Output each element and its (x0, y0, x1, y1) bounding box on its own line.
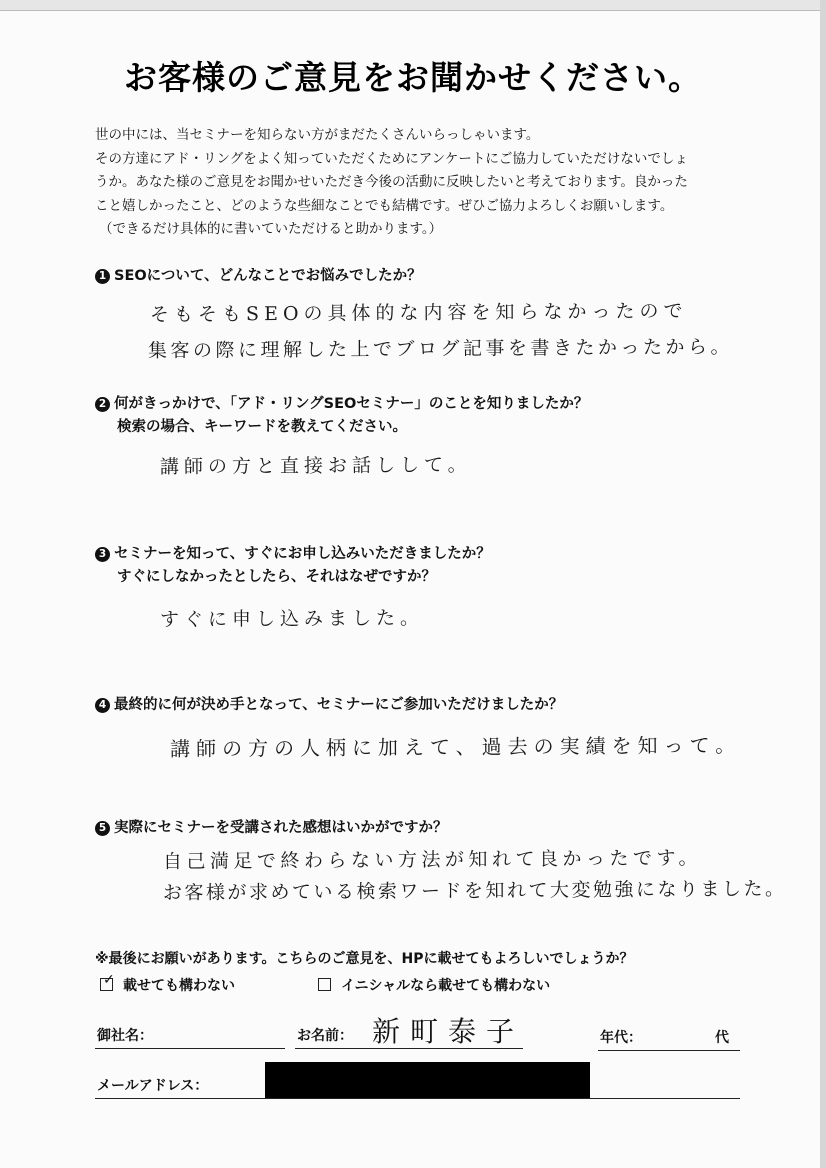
question-text: 最終的に何が決め手となって、セミナーにご参加いただけましたか？ (114, 697, 564, 713)
answer-1-line-1: そもそもSEOの具体的な内容を知らなかったので (149, 300, 688, 326)
question-text: SEOについて、どんなことでお悩みでしたか？ (114, 268, 422, 284)
option-label: イニシャルなら載せても構わない (341, 978, 551, 994)
page-title: お客様のご意見をお聞かせください。 (124, 58, 702, 97)
intro-line: うか。あなた様のご意見をお聞かせいただき今後の活動に反映したいと考えております。良かった (95, 174, 688, 190)
intro-line: （できるだけ具体的に書いていただけると助かります。） (99, 221, 443, 237)
question-number: 4 (95, 698, 110, 713)
intro-line: こと嬉しかったこと、どのような些細なことでも結構です。ぜひご協力よろしくお願いします。 (95, 197, 674, 214)
answer-2-line-1: 講師の方と直接お話しして。 (159, 453, 472, 479)
name-underline (295, 1048, 523, 1049)
answer-1-line-2: 集客の際に理解した上でブログ記事を書きたかったから。 (147, 335, 734, 363)
question-number: 3 (95, 547, 110, 562)
age-suffix: 代 (715, 1030, 729, 1046)
checkbox-checked-icon[interactable] (100, 972, 115, 991)
question-number: 1 (95, 269, 110, 284)
option-label: 載せても構わない (123, 978, 235, 994)
name-handwritten: 新町泰子 (372, 1015, 525, 1048)
age-label: 年代： (600, 1030, 642, 1046)
question-3 (95, 543, 491, 589)
question-4 (95, 694, 563, 717)
consent-note: ※最後にお願いがあります。こちらのご意見を、HPに載せてもよろしいでしょうか？ (95, 951, 634, 967)
scan-edge-right (820, 0, 826, 1168)
question-text: セミナーを知って、すぐにお申し込みいただきましたか？ (114, 546, 491, 562)
company-underline (95, 1048, 285, 1049)
answer-5-line-2: お客様が求めている検索ワードを知れて大変勉強になりました。 (162, 877, 787, 905)
intro-line: 世の中には、当セミナーを知らない方がまだたくさんいらっしゃいます。 (95, 127, 540, 143)
consent-option-publish[interactable] (100, 972, 235, 995)
answer-5-line-1: 自己満足で終わらない方法が知れて良かったです。 (162, 847, 703, 873)
question-1 (95, 265, 422, 288)
question-text: 何がきっかけで、「アド・リングSEOセミナー」のことを知りましたか？ (114, 396, 589, 412)
company-label: 御社名： (97, 1028, 153, 1044)
answer-3-line-1: すぐに申し込みました。 (159, 607, 425, 631)
email-underline (95, 1098, 740, 1099)
scan-edge-top (0, 0, 826, 11)
intro-line: その方達にアド・リングをよく知っていただくためにアンケートにご協力していただけないでしょ (95, 150, 688, 167)
name-label: お名前： (297, 1028, 353, 1044)
question-subtext: すぐにしなかったとしたら、それはなぜですか？ (117, 569, 436, 585)
intro-text (95, 124, 745, 242)
question-subtext: 検索の場合、キーワードを教えてください。 (117, 419, 407, 435)
question-5 (95, 817, 448, 840)
check-mark: ✓ (103, 972, 115, 988)
age-underline (598, 1050, 740, 1051)
question-number: 2 (95, 397, 110, 412)
question-2 (95, 393, 588, 439)
question-number: 5 (95, 821, 110, 836)
question-text: 実際にセミナーを受講された感想はいかがですか？ (114, 820, 448, 836)
answer-4-line-1: 講師の方の人柄に加えて、過去の実績を知って。 (169, 733, 742, 761)
checkbox-icon[interactable] (318, 978, 331, 991)
consent-option-initials[interactable] (318, 975, 550, 995)
email-redaction-bar (265, 1062, 590, 1098)
email-label: メールアドレス： (97, 1078, 209, 1094)
